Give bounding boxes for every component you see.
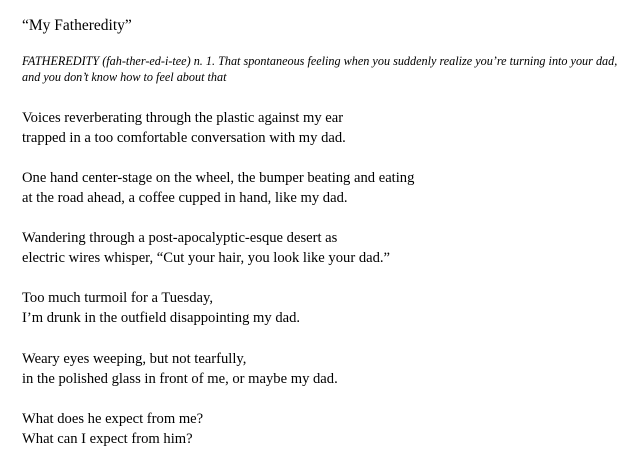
poem-stanza (22, 108, 619, 148)
poem-line: What can I expect from him? (22, 430, 193, 447)
poem-stanza (22, 409, 619, 449)
poem-line: Wandering through a post-apocalyptic-esque desert as (22, 230, 338, 247)
poem-stanza (22, 288, 619, 328)
poem-line: electric wires whisper, “Cut your hair, you look like your dad.” (22, 250, 391, 267)
poem-line: Too much turmoil for a Tuesday, (22, 290, 213, 307)
dictionary-definition: FATHEREDITY (fah-ther-ed-i-tee) n. 1. That spontaneous feeling when you suddenly realize you’re turning into your dad, and you don’t know how to feel about that (22, 54, 618, 85)
poem-line: Weary eyes weeping, but not tearfully, (22, 350, 247, 367)
poem-line: One hand center-stage on the wheel, the bumper beating and eating (22, 169, 415, 186)
poem-stanza (22, 228, 619, 268)
page-title: “My Fatheredity” (22, 17, 132, 34)
poem-line: Voices reverberating through the plastic against my ear (22, 109, 344, 126)
poem-stanza (22, 168, 619, 208)
poem-line: trapped in a too comfortable conversation with my dad. (22, 129, 346, 146)
poem-line: I’m drunk in the outfield disappointing my dad. (22, 310, 301, 327)
poem-stanza (22, 349, 619, 389)
poem-line: at the road ahead, a coffee cupped in hand, like my dad. (22, 189, 348, 206)
poem-line: in the polished glass in front of me, or maybe my dad. (22, 370, 338, 387)
poem-line: What does he expect from me? (22, 410, 204, 427)
